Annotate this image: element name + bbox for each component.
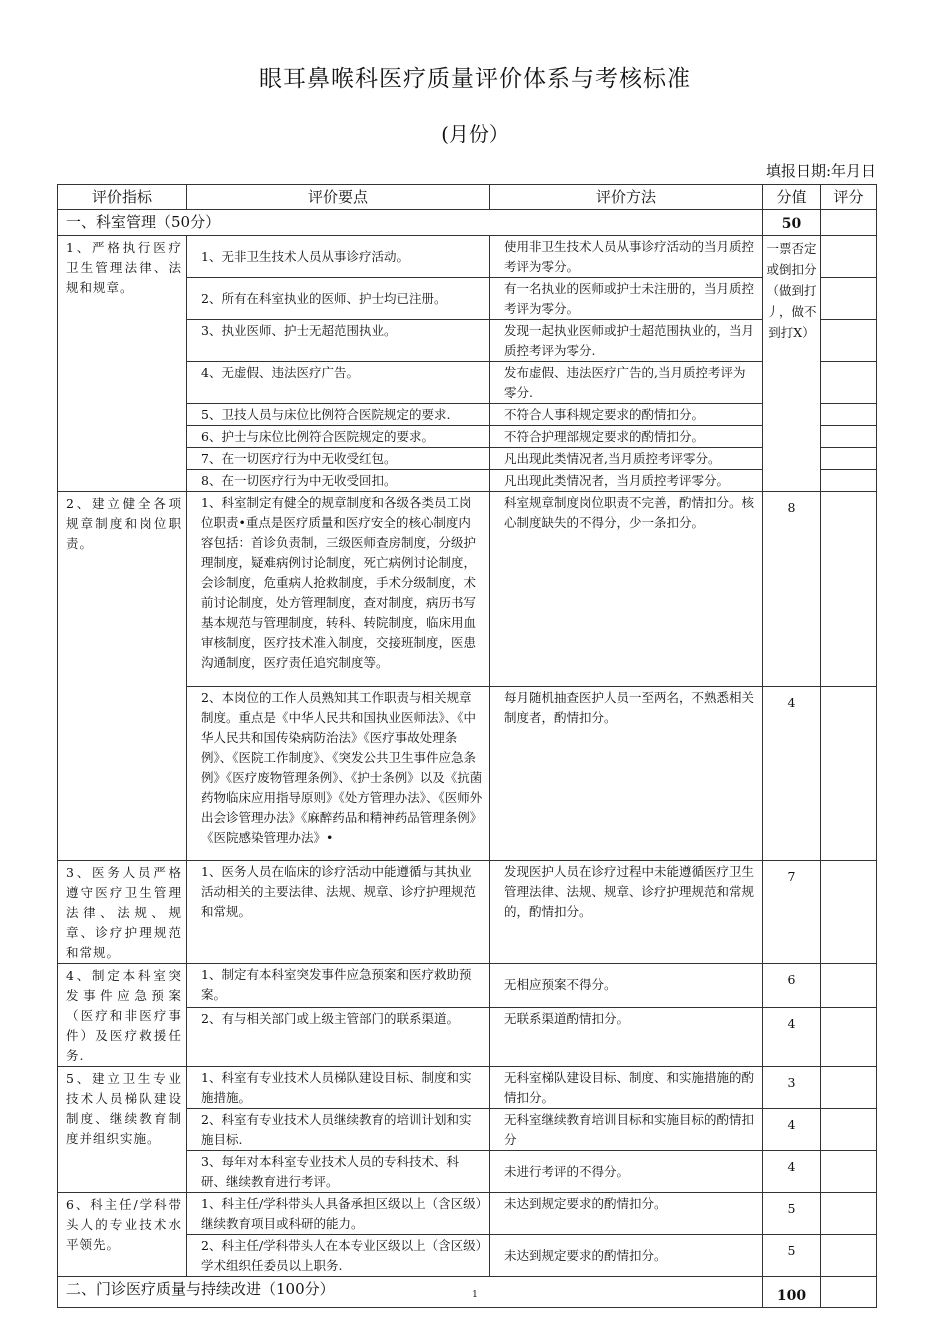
fill-date: 填报日期:年月日 (765, 162, 876, 180)
method-cell: 有一名执业的医师或护士未注册的，当月质控考评为零分。 (490, 278, 763, 320)
method-cell: 无科室梯队建设目标、制度、和实施措施的酌情扣分。 (490, 1067, 763, 1109)
header-score: 分值 (763, 185, 821, 210)
score-cell: 4 (763, 687, 821, 861)
score-cell: 5 (763, 1193, 821, 1235)
rating-cell[interactable] (821, 861, 877, 964)
table-row (58, 236, 877, 278)
method-cell: 无联系渠道酌情扣分。 (490, 1007, 763, 1066)
score-cell: 8 (763, 492, 821, 687)
point-cell: 2、有与相关部门或上级主管部门的联系渠道。 (187, 1007, 490, 1066)
rating-cell[interactable] (821, 470, 877, 492)
method-cell: 无相应预案不得分。 (490, 964, 763, 1008)
score-cell: 4 (763, 1109, 821, 1151)
method-cell: 未达到规定要求的酌情扣分。 (490, 1235, 763, 1277)
indicator-cell: 6、科主任/学科带头人的专业技术水平领先。 (58, 1193, 187, 1277)
point-cell: 2、科室有专业技术人员继续教育的培训计划和实施目标. (187, 1109, 490, 1151)
rating-cell[interactable] (821, 1151, 877, 1193)
table-row (58, 1067, 877, 1109)
header-indicator: 评价指标 (58, 185, 187, 210)
section-score: 100 (763, 1277, 821, 1308)
point-cell: 6、护士与床位比例符合医院规定的要求。 (187, 426, 490, 448)
point-cell: 2、本岗位的工作人员熟知其工作职责与相关规章制度。重点是《中华人民共和国执业医师法》、《中华人民共和国传染病防治法》《医疗事故处理条例》、《医院工作制度》、《突发公共卫生事件应急条例》《医疗废物管理条例》、《护士条例》以及《抗菌药物临床应用指导原则》《处方管理办法》、《医师外出会诊管理办法》《麻醉药品和精神药品管理条例》《医院感染管理办法》• (187, 687, 490, 861)
point-cell: 2、所有在科室执业的医师、护士均已注册。 (187, 278, 490, 320)
rating-cell[interactable] (821, 1067, 877, 1109)
point-cell: 3、执业医师、护士无超范围执业。 (187, 320, 490, 362)
rating-cell[interactable] (821, 278, 877, 320)
section-title: 一、科室管理（50分） (58, 210, 763, 236)
point-cell: 4、无虚假、违法医疗广告。 (187, 362, 490, 404)
method-cell: 科室规章制度岗位职责不完善，酌情扣分。核心制度缺失的不得分，少一条扣分。 (490, 492, 763, 687)
method-cell: 不符合人事科规定要求的酌情扣分。 (490, 404, 763, 426)
point-cell: 1、科主任/学科带头人具备承担区级以上（含区级）继续教育项目或科研的能力。 (187, 1193, 490, 1235)
indicator-cell: 2、建立健全各项规章制度和岗位职责。 (58, 492, 187, 861)
header-point: 评价要点 (187, 185, 490, 210)
rating-cell[interactable] (821, 1007, 877, 1066)
document-title: 眼耳鼻喉科医疗质量评价体系与考核标准 (259, 66, 691, 92)
rating-cell[interactable] (821, 320, 877, 362)
rating-cell[interactable] (821, 1109, 877, 1151)
method-cell: 发现医护人员在诊疗过程中未能遵循医疗卫生管理法律、法规、规章、诊疗护理规范和常规的，酌情扣分。 (490, 861, 763, 964)
page-number: 1 (472, 1290, 478, 1300)
rating-cell[interactable] (821, 236, 877, 278)
indicator-cell: 4、制定本科室突发事件应急预案（医疗和非医疗事件）及医疗救援任务. (58, 964, 187, 1067)
rating-cell[interactable] (821, 362, 877, 404)
table-row (58, 861, 877, 964)
method-cell: 凡出现此类情况者,当月质控考评零分。 (490, 448, 763, 470)
score-cell: 6 (763, 964, 821, 1008)
rating-cell[interactable] (821, 492, 877, 687)
header-method: 评价方法 (490, 185, 763, 210)
rating-cell[interactable] (821, 1235, 877, 1277)
table-header-row (58, 185, 877, 210)
point-cell: 3、每年对本科室专业技术人员的专科技术、科研、继续教育进行考评。 (187, 1151, 490, 1193)
rating-cell[interactable] (821, 404, 877, 426)
score-cell: 4 (763, 1151, 821, 1193)
veto-cell: 一票否定或倒扣分（做到打丿，做不到打X） (763, 236, 821, 492)
score-cell: 7 (763, 861, 821, 964)
point-cell: 1、科室有专业技术人员梯队建设目标、制度和实施措施。 (187, 1067, 490, 1109)
score-cell: 4 (763, 1007, 821, 1066)
method-cell: 不符合护理部规定要求的酌情扣分。 (490, 426, 763, 448)
rating-cell[interactable] (821, 1193, 877, 1235)
section-row (58, 210, 877, 236)
point-cell: 7、在一切医疗行为中无收受红包。 (187, 448, 490, 470)
score-cell: 5 (763, 1235, 821, 1277)
table-row (58, 492, 877, 687)
header-rating: 评分 (821, 185, 877, 210)
method-cell: 发现一起执业医师或护士超范围执业的，当月质控考评为零分. (490, 320, 763, 362)
table-row (58, 964, 877, 1008)
point-cell: 1、制定有本科室突发事件应急预案和医疗救助预案。 (187, 964, 490, 1008)
point-cell: 1、无非卫生技术人员从事诊疗活动。 (187, 236, 490, 278)
rating-cell[interactable] (821, 426, 877, 448)
rating-cell[interactable] (821, 687, 877, 861)
rating-cell[interactable] (821, 448, 877, 470)
method-cell: 无科室继续教育培训目标和实施目标的酌情扣分 (490, 1109, 763, 1151)
section-score: 50 (763, 210, 821, 236)
section-title: 二、门诊医疗质量与持续改进（100分） (58, 1277, 763, 1308)
indicator-cell: 3、医务人员严格遵守医疗卫生管理法律、法规、规章、诊疗护理规范和常规。 (58, 861, 187, 964)
rating-cell[interactable] (821, 964, 877, 1008)
indicator-cell: 5、建立卫生专业技术人员梯队建设制度、继续教育制度并组织实施。 (58, 1067, 187, 1193)
evaluation-table (57, 184, 877, 1308)
method-cell: 未达到规定要求的酌情扣分。 (490, 1193, 763, 1235)
point-cell: 5、卫技人员与床位比例符合医院规定的要求. (187, 404, 490, 426)
method-cell: 凡出现此类情况者，当月质控考评零分。 (490, 470, 763, 492)
point-cell: 8、在一切医疗行为中无收受回扣。 (187, 470, 490, 492)
document-subtitle: (月份） (441, 122, 509, 146)
point-cell: 2、科主任/学科带头人在本专业区级以上（含区级）学术组织任委员以上职务. (187, 1235, 490, 1277)
method-cell: 使用非卫生技术人员从事诊疗活动的当月质控考评为零分。 (490, 236, 763, 278)
method-cell: 未进行考评的不得分。 (490, 1151, 763, 1193)
method-cell: 每月随机抽查医护人员一至两名，不熟悉相关制度者，酌情扣分。 (490, 687, 763, 861)
point-cell: 1、科室制定有健全的规章制度和各级各类员工岗位职责•重点是医疗质量和医疗安全的核心制度内容包括：首诊负责制，三级医师查房制度，分级护理制度，疑难病例讨论制度，死亡病例讨论制度，会诊制度，危重病人抢救制度，手术分级制度，术前讨论制度，处方管理制度，查对制度，病历书写基本规范与管理制度，转科、转院制度，临床用血审核制度，医疗技术准入制度，交接班制度，医患沟通制度，医疗责任追究制度等。 (187, 492, 490, 687)
table-row (58, 1193, 877, 1235)
score-cell: 3 (763, 1067, 821, 1109)
indicator-cell: 1、严格执行医疗卫生管理法律、法规和规章。 (58, 236, 187, 492)
point-cell: 1、医务人员在临床的诊疗活动中能遵循与其执业活动相关的主要法律、法规、规章、诊疗护理规范和常规。 (187, 861, 490, 964)
method-cell: 发布虚假、违法医疗广告的,当月质控考评为零分. (490, 362, 763, 404)
rating-cell[interactable] (821, 210, 877, 236)
